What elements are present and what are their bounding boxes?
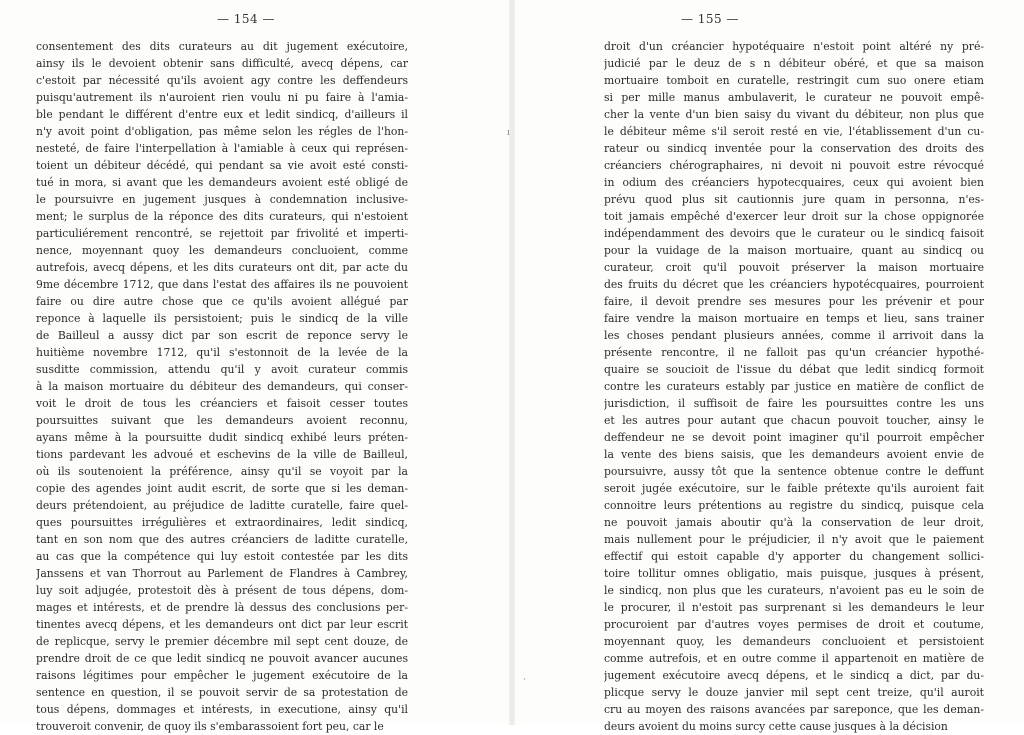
text-line: de Bailleul a aussy dict par son escrit de reponce servy le xyxy=(36,329,408,342)
text-line: contre les curateurs estably par justice en matière de conflict de xyxy=(604,380,984,393)
text-line: au cas que la compétence qui luy estoit contestée par les dits xyxy=(36,550,408,563)
text-line: 9me décembre 1712, que dans l'estat des affaires ils ne pouvoient xyxy=(36,278,408,291)
text-line: deurs avoient du moins surcy cette cause jusques à la décision xyxy=(604,720,948,733)
text-line: tant en son nom que des autres créanciers de laditte curatelle, xyxy=(36,533,408,546)
text-line: particuliérement rencontré, se rejettoit par frivolité et imperti- xyxy=(36,227,408,240)
left-page xyxy=(0,0,512,733)
text-line: jugement exécutoire avecq dépens, et le sindicq a dict, par du- xyxy=(604,669,984,682)
text-line: tué in mora, si avant que les demandeurs avoient esté obligé de xyxy=(36,176,408,189)
text-line: curateur, croit qu'il pouvoit préserver la maison mortuaire xyxy=(604,261,984,274)
text-line: prendre droit de ce que ledit sindicq ne pouvoit avancer aucunes xyxy=(36,652,408,665)
text-line: luy soit adjugée, protestoit dès à présent de tous dépens, dom- xyxy=(36,584,408,597)
text-line: mortuaire tomboit en curatelle, restringit cum suo onere etiam xyxy=(604,74,984,87)
text-line: ayans même à la poursuitte dudit sindicq exhibé leurs préten- xyxy=(36,431,408,444)
text-line: cru au moyen des raisons avancées par sareponce, que les deman- xyxy=(604,703,984,716)
text-line: trouveroit convenir, de quoy ils s'embarassoient fort peu, car le xyxy=(36,720,384,733)
text-line: deffendeur ne se devoit point imaginer qu'il pourroit empêcher xyxy=(604,431,984,444)
text-line: la vente des biens saisis, que les demandeurs avoient envie de xyxy=(604,448,984,461)
text-line: moyennant quoy, les demandeurs concluoient et persistoient xyxy=(604,635,984,648)
text-line: c'estoit par nécessité qu'ils avoient agy contre les deffendeurs xyxy=(36,74,408,87)
text-line: ques poursuittes irrégulières et extraordinaires, ledit sindicq, xyxy=(36,516,408,529)
text-line: cher la vente d'un bien saisy du vivant du débiteur, non plus que xyxy=(604,108,984,121)
text-line: ne pouvoit jamais aboutir qu'à la conservation de leur droit, xyxy=(604,516,984,529)
text-line: tions pardevant les advoué et eschevins de la ville de Bailleul, xyxy=(36,448,408,461)
text-line: voit le droit de tous les créanciers et faisoit cesser toutes xyxy=(36,397,408,410)
text-line: ment; le surplus de la réponce des dits curateurs, qui n'estoient xyxy=(36,210,408,223)
text-line: tous dépens, dommages et intérests, in executione, ainsy qu'il xyxy=(36,703,408,716)
text-line: le débiteur même s'il seroit resté en vie, l'établissement d'un cu- xyxy=(604,125,984,138)
text-line: judicié par le deuz de s n débiteur obéré, et que sa maison xyxy=(604,57,984,70)
text-line: si per mille manus ambulaverit, le curateur ne pouvoit empê- xyxy=(604,91,984,104)
text-line: effectif qui estoit capable d'y apporter du changement sollici- xyxy=(604,550,984,563)
text-line: poursuittes suivant que les demandeurs avoient reconnu, xyxy=(36,414,408,427)
text-line: faire ou dire autre chose que ce qu'ils avoient allégué par xyxy=(36,295,408,308)
margin-mark: ı xyxy=(507,128,510,138)
text-line: comme autrefois, et en outre comme il appartenoit en matière de xyxy=(604,652,984,665)
text-line: jurisdiction, il suffisoit de faire les poursuittes contre les uns xyxy=(604,397,984,410)
text-line: créanciers chérographaires, ni devoit ni pouvoit estre révocqué xyxy=(604,159,984,172)
text-line: susditte commission, attendu qu'il y avoit curateur commis xyxy=(36,363,408,376)
left-page-text xyxy=(36,38,408,735)
text-line: les choses pendant plusieurs années, comme il arrivoit dans la xyxy=(604,329,984,342)
text-line: nence, moyennant quoy les demandeurs concluoient, comme xyxy=(36,244,408,257)
text-line: à la maison mortuaire du débiteur des demandeurs, qui conser- xyxy=(36,380,408,393)
text-line: droit d'un créancier hypotéquaire n'estoit point altéré ny pré- xyxy=(604,40,984,53)
text-line: consentement des dits curateurs au dit jugement exécutoire, xyxy=(36,40,408,53)
right-page xyxy=(512,0,1024,733)
text-line: connoitre leurs prétentions au registre du sindicq, puisque cela xyxy=(604,499,984,512)
text-line: de replicque, servy le premier décembre mil sept cent douze, de xyxy=(36,635,408,648)
text-line: quaire se soucioit de l'issue du débat que ledit sindicq formoit xyxy=(604,363,984,376)
text-line: le sindicq, non plus que les curateurs, n'avoient pas eu le soin de xyxy=(604,584,984,597)
text-line: raisons légitimes pour empêcher le jugement exécutoire de la xyxy=(36,669,408,682)
right-page-number: — 155 — xyxy=(680,12,740,26)
margin-mark: · xyxy=(523,675,526,685)
text-line: sentence en question, il se pouvoit servir de sa protestation de xyxy=(36,686,408,699)
right-page-text xyxy=(604,38,984,735)
text-line: toit jamais empêché d'exercer leur droit sur la chose oppignorée xyxy=(604,210,984,223)
text-line: toient un débiteur décédé, qui pendant sa vie avoit esté consti- xyxy=(36,159,408,172)
text-line: deurs prétendoient, au préjudice de laditte curatelle, faire quel- xyxy=(36,499,408,512)
text-line: ble pendant le différent d'entre eux et ledit sindicq, d'ailleurs il xyxy=(36,108,408,121)
text-line: le poursuivre en jugement jusques à condemnation inclusive- xyxy=(36,193,408,206)
text-line: mais nullement pour le préjudicier, il n'y avoit que le paiement xyxy=(604,533,984,546)
text-line: plicque servy le douze janvier mil sept cent treize, qu'il auroit xyxy=(604,686,984,699)
text-line: poursuivre, aussy tôt que la sentence obtenue contre le deffunt xyxy=(604,465,984,478)
text-line: rateur ou sindicq inventée pour la conservation des droits des xyxy=(604,142,984,155)
text-line: puisqu'autrement ils n'auroient rien voulu ni pu faire à l'amia- xyxy=(36,91,408,104)
text-line: seroit jugée exécutoire, sur le faible prétexte qu'ils auroient fait xyxy=(604,482,984,495)
text-line: huitième novembre 1712, qu'il s'estonnoit de la levée de la xyxy=(36,346,408,359)
text-line: et les autres pour autant que chacun pouvoit toucher, ainsy le xyxy=(604,414,984,427)
text-line: faire vendre la maison mortuaire en temps et lieu, sans trainer xyxy=(604,312,984,325)
text-line: prévu quod plus sit cautionnis jure quam in personna, n'es- xyxy=(604,193,984,206)
text-line: indépendamment des devoirs que le curateur ou le sindicq faisoit xyxy=(604,227,984,240)
text-line: procuroient par d'autres voyes permises de droit et coutume, xyxy=(604,618,984,631)
text-line: Janssens et van Thorrout au Parlement de Flandres à Cambrey, xyxy=(36,567,408,580)
text-line: le procurer, il n'estoit pas surprenant si les demandeurs le leur xyxy=(604,601,984,614)
text-line: reponce à laquelle ils persistoient; puis le sindicq de la ville xyxy=(36,312,408,325)
text-line: in odium des créanciers hypotecquaires, ceux qui avoient bien xyxy=(604,176,984,189)
text-line: nesteté, de faire l'interpellation à l'amiable à ceux qui représen- xyxy=(36,142,408,155)
text-line: tinentes avecq dépens, et les demandeurs ont dict par leur escrit xyxy=(36,618,408,631)
text-line: pour la vuidage de la maison mortuaire, quant au sindicq ou xyxy=(604,244,984,257)
text-line: des fruits du décret que les créanciers hypotécquaires, pourroient xyxy=(604,278,984,291)
text-line: copie des agendes joint audit escrit, de sorte que si les deman- xyxy=(36,482,408,495)
text-line: présente rencontre, il ne falloit pas qu'un créancier hypothé- xyxy=(604,346,984,359)
text-line: ainsy ils le devoient obtenir sans difficulté, avecq dépens, car xyxy=(36,57,408,70)
text-line: mages et intérests, et de prendre là dessus des conclusions per- xyxy=(36,601,408,614)
text-line: n'y avoit point d'obligation, pas même selon les régles de l'hon- xyxy=(36,125,408,138)
text-line: toire tollitur omnes obligatio, mais puisque, jusques à présent, xyxy=(604,567,984,580)
text-line: où ils soutenoient la préférence, ainsy qu'il se voyoit par la xyxy=(36,465,408,478)
text-line: faire, il devoit prendre ses mesures pour les prévenir et pour xyxy=(604,295,984,308)
text-line: autrefois, avecq dépens, et les dits curateurs ont dit, par acte du xyxy=(36,261,408,274)
left-page-number: — 154 — xyxy=(216,12,276,26)
